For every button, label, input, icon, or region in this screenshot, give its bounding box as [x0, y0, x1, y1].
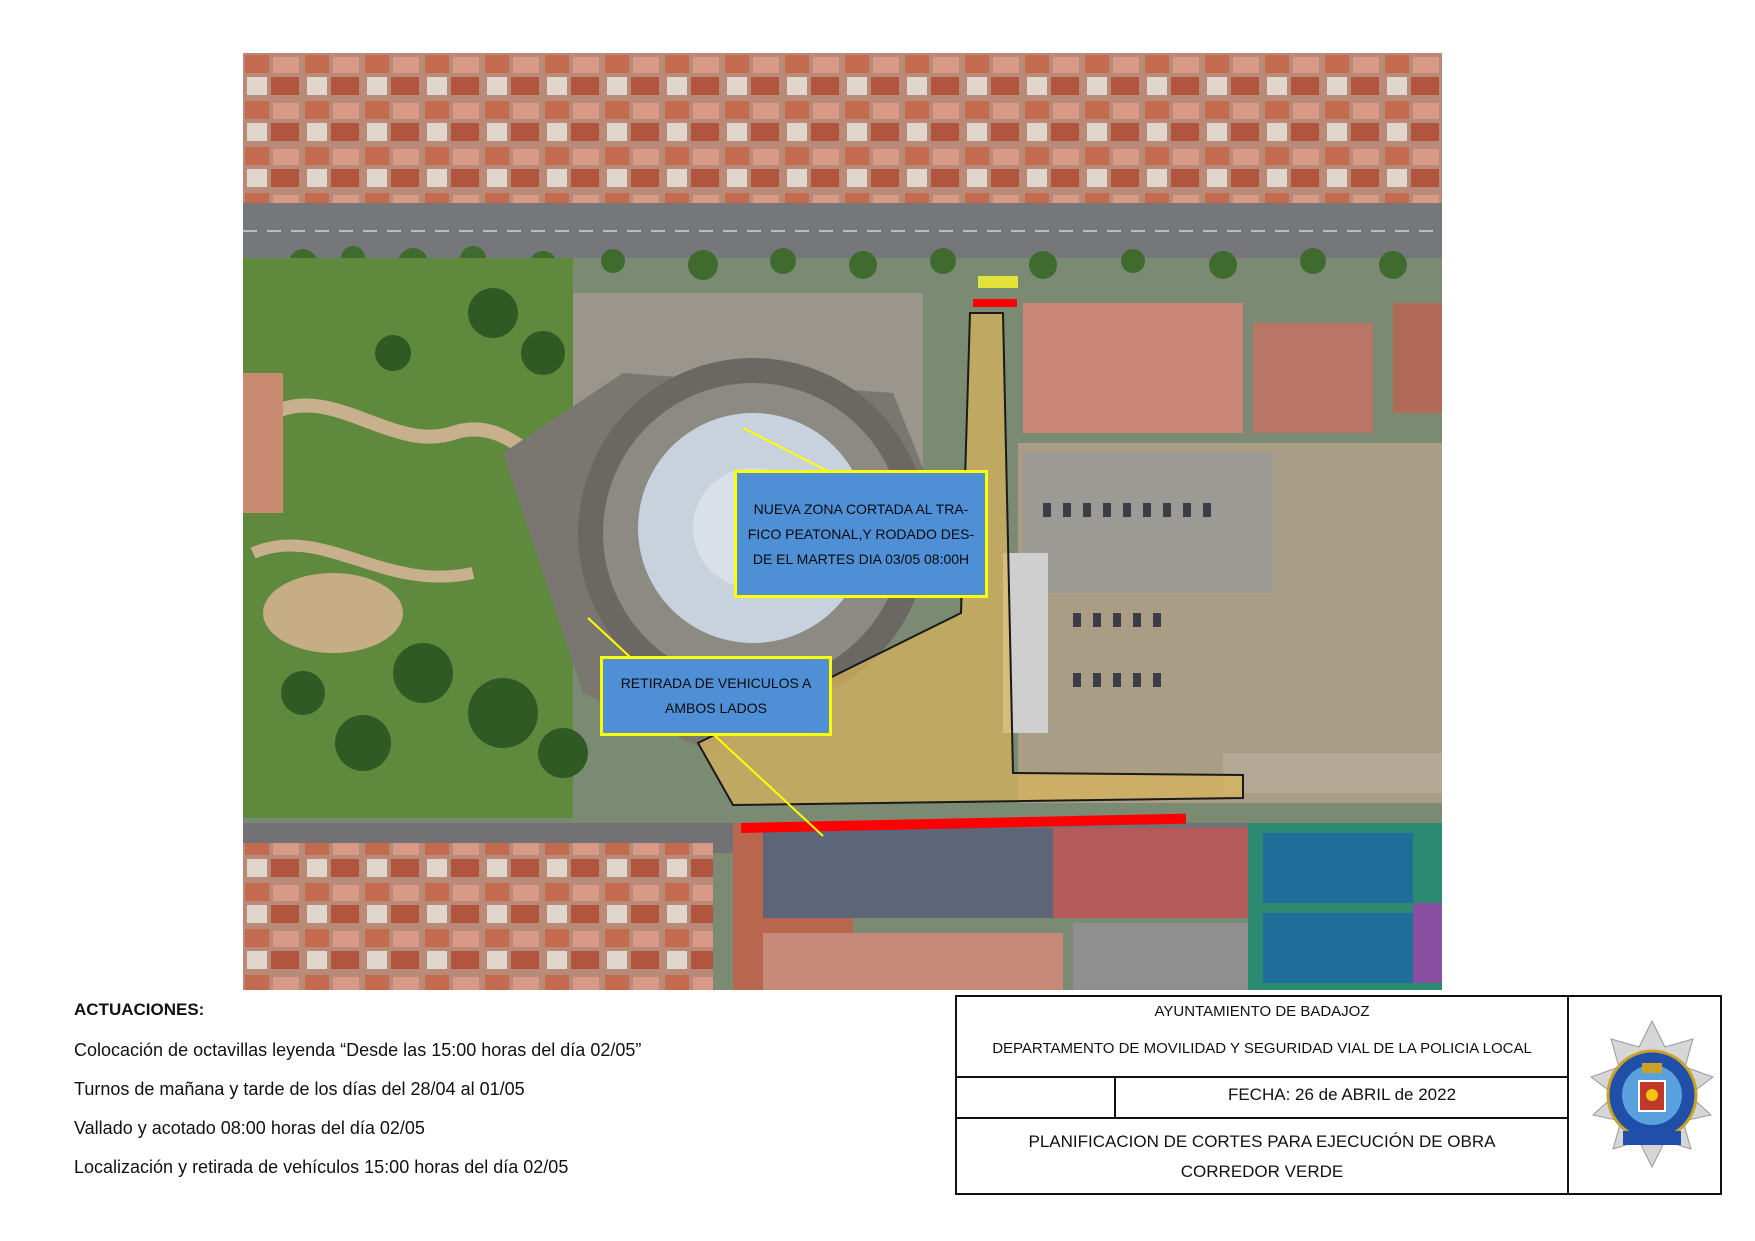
actions-title: ACTUACIONES: [74, 1000, 205, 1019]
actions-list [74, 1000, 914, 1195]
info-table [955, 995, 1722, 1195]
callout-closure-line-3: DE EL MARTES DIA 03/05 08:00H [752, 551, 970, 567]
callout-closure-zone [734, 470, 988, 598]
department-name: DEPARTAMENTO DE MOVILIDAD Y SEGURIDAD VIAL DE LA POLICIA LOCAL [992, 1040, 1532, 1057]
aerial-map [243, 53, 1442, 990]
callout-vehicle-removal [600, 656, 832, 736]
callout-closure-line-2: FICO PEATONAL,Y RODADO DES- [747, 526, 975, 542]
callout-closure-line-1: NUEVA ZONA CORTADA AL TRA- [753, 501, 969, 517]
action-item: Turnos de mañana y tarde de los días del 28/04 al 01/05 [74, 1079, 525, 1099]
police-badge-icon [1587, 1017, 1717, 1177]
action-item: Colocación de octavillas leyenda “Desde las 15:00 horas del día 02/05” [74, 1040, 642, 1060]
table-divider [957, 1076, 1567, 1078]
callout-vehicles-line-2: AMBOS LADOS [665, 700, 767, 716]
action-item: Localización y retirada de vehículos 15:00 horas del día 02/05 [74, 1157, 569, 1177]
organization-name: AYUNTAMIENTO DE BADAJOZ [1154, 1003, 1370, 1020]
table-divider [1114, 1076, 1116, 1118]
callout-vehicles-line-1: RETIRADA DE VEHICULOS A [620, 675, 812, 691]
table-divider [1567, 997, 1569, 1193]
table-divider [957, 1117, 1567, 1119]
document-date: FECHA: 26 de ABRIL de 2022 [1227, 1085, 1457, 1104]
action-item: Vallado y acotado 08:00 horas del día 02/05 [74, 1118, 425, 1138]
plan-title-line-2: CORREDOR VERDE [1180, 1162, 1344, 1181]
plan-title-line-1: PLANIFICACION DE CORTES PARA EJECUCIÓN DE OBRA [1028, 1132, 1496, 1151]
